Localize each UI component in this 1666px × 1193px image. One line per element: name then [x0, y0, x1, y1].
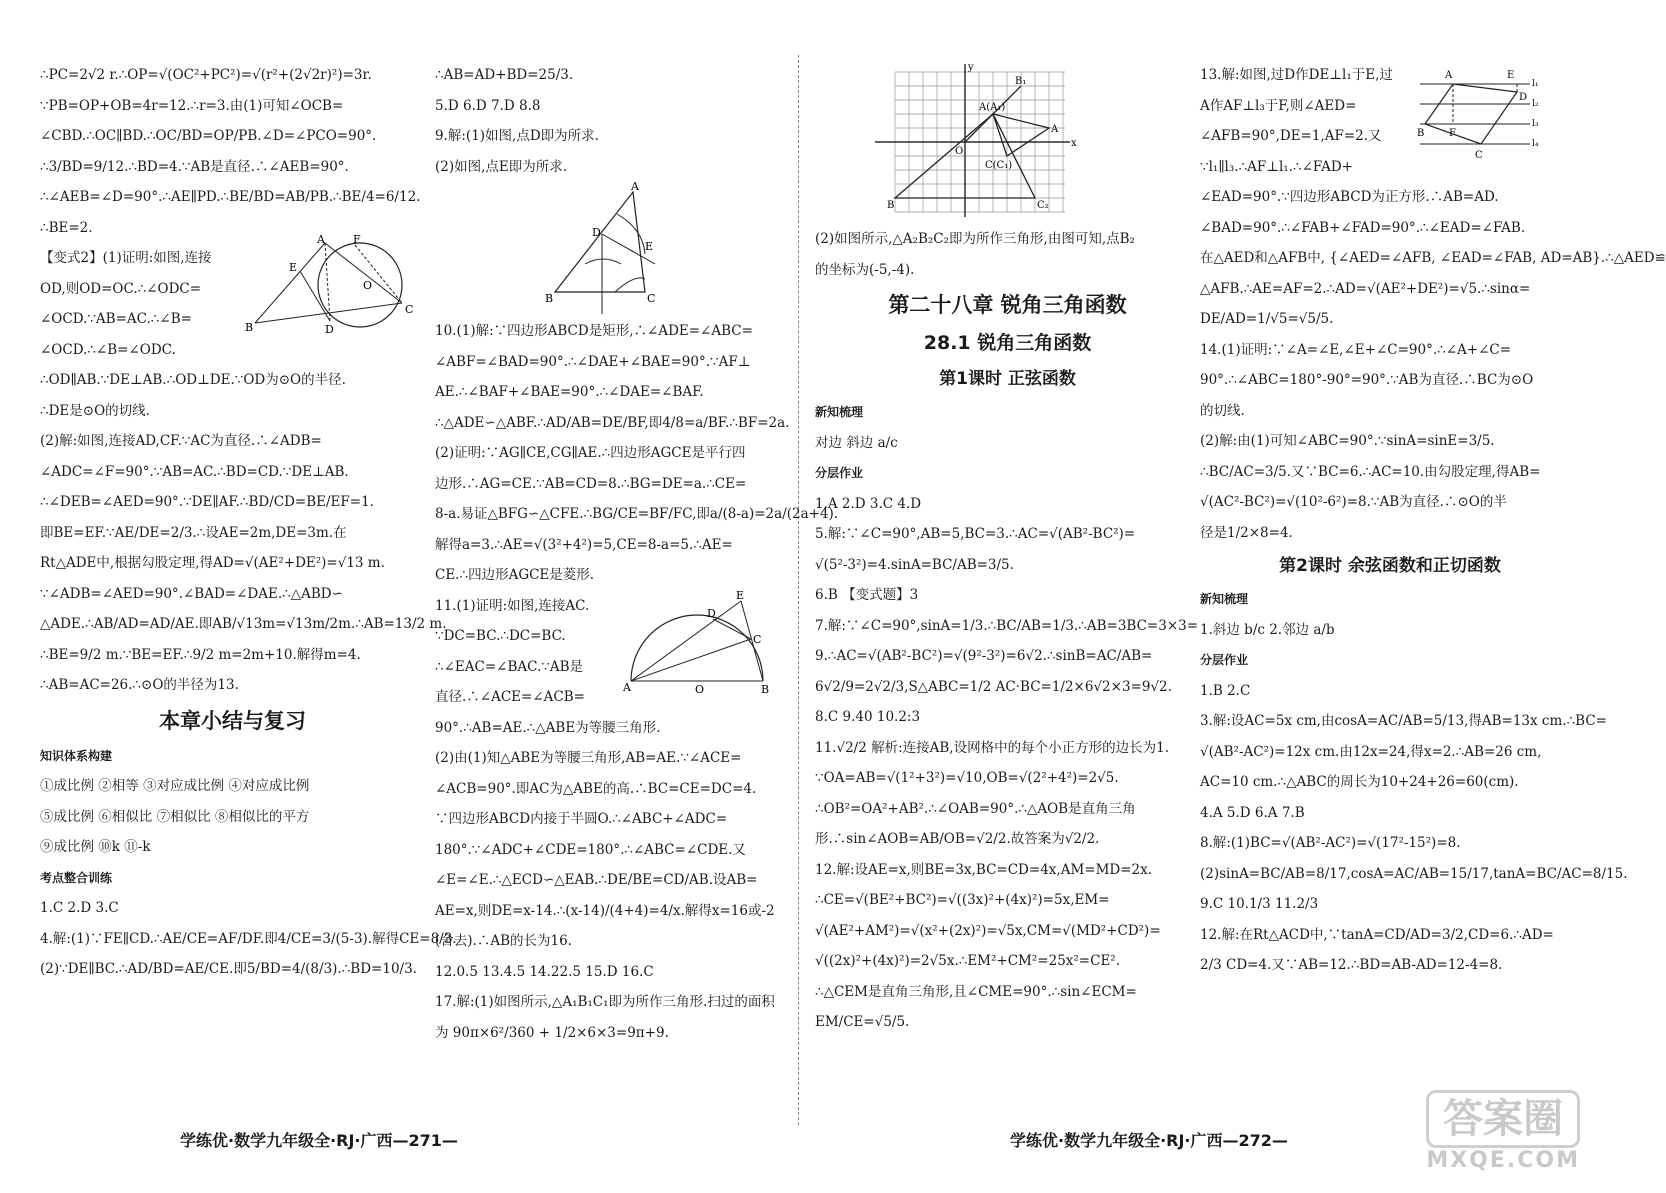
text-line: ∴CE=√(BE²+BC²)=√((3x)²+(4x)²)=5x,EM= — [815, 892, 1110, 908]
text-line: 12.0.5 13.4.5 14.22.5 15.D 16.C — [435, 963, 654, 980]
text-line: 1.B 2.C — [1200, 682, 1251, 699]
label-C-C1: C(C₁) — [985, 160, 1013, 171]
label-E: E — [1507, 70, 1515, 81]
text-line: 9.C 10.1/3 11.2/3 — [1200, 896, 1319, 912]
text-line: ∴∠DEB=∠AED=90°.∵DE∥AF.∴BD/CD=BE/EF=1. — [40, 494, 374, 510]
text-line: 9.解:(1)如图,点D即为所求. — [435, 128, 599, 144]
text-line: 边形.∴AG=CE.∵AB=CD=8.∴BG=DE=a.∴CE= — [435, 475, 747, 492]
coordinate-grid-figure — [865, 62, 1245, 222]
page-footer-left: 学练优·数学九年级全·RJ·广西—271— — [180, 1131, 458, 1150]
text-line: 8.C 9.40 10.2:3 — [815, 709, 921, 725]
text-line: 90°.∴∠ABC=180°-90°=90°.∵AB为直径.∴BC为⊙O — [1200, 372, 1534, 388]
text-line: AE=x,则DE=x-14.∴(x-14)/(4+4)=4/x.解得x=16或-2 — [435, 902, 775, 919]
label-C: C — [1475, 150, 1483, 161]
text-line: ∵PB=OP+OB=4r=12.∴r=3.由(1)可知∠OCB= — [40, 97, 344, 114]
text-line: √((2x)²+(4x)²)=2√5x.∴EM²+CM²=25x²=CE². — [815, 953, 1121, 969]
section-title-chapter-summary: 本章小结与复习 — [159, 708, 306, 733]
label-O: O — [363, 279, 373, 292]
label-l1: l₁ — [1532, 79, 1539, 89]
problem-13-block — [1200, 60, 1580, 182]
text-line: 在△AED和△AFB中, {∠AED=∠AFB, ∠EAD=∠FAB, AD=AB}.∴△AED≌ — [1200, 250, 1666, 266]
text-line: CE.∴四边形AGCE是菱形. — [435, 567, 595, 583]
text-line: √(AE²+AM²)=√(x²+(2x)²)=√5x,CM=√(MD²+CD²)= — [815, 922, 1161, 939]
text-line: ∠OCD.∵AB=AC.∴∠B= — [40, 311, 192, 327]
label-l3: l₃ — [1532, 119, 1539, 129]
text-line: ∠CBD.∴OC∥BD.∴OC/BD=OP/PB.∠D=∠PCO=90°. — [40, 128, 377, 144]
text-line: AC=10 cm.∴△ABC的周长为10+24+26=60(cm). — [1200, 774, 1519, 790]
text-line: 即BE=EF.∵AE/DE=2/3.∴设AE=2m,DE=3m.在 — [40, 524, 347, 541]
text-line: 9.∴AC=√(AB²-BC²)=√(9²-3²)=6√2.∴sinB=AC/AB= — [815, 648, 1153, 664]
text-line: 1.C 2.D 3.C — [40, 900, 119, 916]
text-line: 直径.∴∠ACE=∠ACB= — [435, 689, 585, 705]
label-B: B — [887, 200, 895, 211]
label-A: A — [1445, 70, 1453, 81]
text-line: ∴△CEM是直角三角形,且∠CME=90°.∴sin∠ECM= — [815, 983, 1137, 1000]
text-line: 90°.∴AB=AE.∴△ABE为等腰三角形. — [435, 719, 661, 736]
chapter-title: 第二十八章 锐角三角函数 — [888, 293, 1127, 317]
text-line: 解得a=3.∴AE=√(3²+4²)=5,CE=8-a=5.∴AE= — [435, 536, 733, 553]
triangle-construction-figure — [435, 180, 795, 314]
subsection-label: 考点整合训练 — [40, 870, 113, 885]
label-O: O — [955, 146, 964, 157]
text-line: ∴OB²=OA²+AB².∴∠OAB=90°.∴△AOB是直角三角 — [815, 800, 1136, 817]
text-line: ⑤成比例 ⑥相似比 ⑦相似比 ⑧相似比的平方 — [40, 808, 310, 825]
text-line: (2)如图,点E即为所求. — [435, 158, 568, 175]
text-line: 4.A 5.D 6.A 7.B — [1200, 804, 1305, 821]
label-B1: B₁ — [1015, 76, 1027, 87]
label-F: F — [1449, 128, 1456, 139]
text-line: 6.B 【变式题】3 — [815, 587, 919, 603]
label-A: A — [631, 180, 639, 193]
label-l2: l₂ — [1532, 99, 1539, 109]
text-line: ∠E=∠E.∴△ECD∽△EAB.∴DE/BE=CD/AB.设AB= — [435, 872, 758, 888]
lesson-title: 第2课时 余弦函数和正切函数 — [1279, 556, 1501, 576]
label-D: D — [592, 226, 601, 239]
text-line: 为 90π×6²/360 + 1/2×6×3=9π+9. — [435, 1024, 669, 1041]
text-line: 11.√2/2 解析:连接AB,设网格中的每个小正方形的边长为1. — [815, 739, 1169, 756]
text-line: (2)解:如图,连接AD,CF.∵AC为直径.∴∠ADB= — [40, 433, 322, 449]
text-line: 13.解:如图,过D作DE⊥l₁于E,过 — [1200, 67, 1393, 83]
text-line: ∠BAD=90°.∴∠FAB+∠FAD=90°.∴∠EAD=∠FAB. — [1200, 219, 1526, 236]
text-line: ∴DE是⊙O的切线. — [40, 402, 150, 419]
text-line: ∠AFB=90°,DE=1,AF=2.又 — [1200, 128, 1382, 144]
problem-11-block — [435, 588, 815, 713]
label-D: D — [1519, 92, 1528, 103]
text-line: 5.解:∵∠C=90°,AB=5,BC=3.∴AC=√(AB²-BC²)= — [815, 526, 1136, 542]
text-line: OD,则OD=OC.∴∠ODC= — [40, 280, 202, 297]
text-line: ∴3/BD=9/12.∴BD=4.∵AB是直径.∴∠AEB=90°. — [40, 158, 349, 175]
text-line: △AFB.∴AE=AF=2.∴AD=√(AE²+DE²)=√5.∴sinα= — [1200, 280, 1531, 297]
text-line: 180°.∵∠ADC+∠CDE=180°.∴∠ABC=∠CDE.又 — [435, 841, 746, 858]
text-line: ∴△ADE∽△ABF.∴AD/AB=DE/BF,即4/8=a/BF.∴BF=2a. — [435, 414, 790, 431]
column-2 — [435, 60, 839, 1048]
text-line: √(5²-3²)=4.sinA=BC/AB=3/5. — [815, 556, 1014, 573]
text-line: 8.解:(1)BC=√(AB²-AC²)=√(17²-15²)=8. — [1200, 835, 1461, 851]
text-line: (2)由(1)知△ABE为等腰三角形,AB=AE.∵∠ACE= — [435, 750, 742, 766]
watermark-logo-text: 答案圈 — [1426, 1090, 1580, 1148]
text-line: (2)∵DE∥BC.∴AD/BD=AE/CE.即5/BD=4/(8/3).∴BD=10/3. — [40, 961, 417, 977]
label-y: y — [968, 62, 974, 73]
text-line: ∠OCD.∴∠B=∠ODC. — [40, 341, 176, 358]
text-line: 7.解:∵∠C=90°,sinA=1/3.∴BC/AB=1/3.∴AB=3BC=3×3= — [815, 617, 1199, 634]
text-line: ∴OD∥AB.∵DE⊥AB.∴OD⊥DE.∵OD为⊙O的半径. — [40, 372, 346, 388]
column-3 — [815, 60, 1200, 1038]
text-line: (2)如图所示,△A₂B₂C₂即为所作三角形,由图可知,点B₂ — [815, 231, 1135, 247]
text-line: 1.斜边 b/c 2.邻边 a/b — [1200, 621, 1335, 638]
semicircle-figure — [623, 588, 773, 696]
text-line: 12.解:设AE=x,则BE=3x,BC=CD=4x,AM=MD=2x. — [815, 861, 1153, 878]
text-line: 的切线. — [1200, 402, 1245, 419]
text-line: ∠ADC=∠F=90°.∵AB=AC.∴BD=CD.∵DE⊥AB. — [40, 463, 349, 480]
subsection-label: 分层作业 — [1200, 653, 1249, 667]
text-line: ∴AB=AD+BD=25/3. — [435, 67, 574, 83]
text-line: (舍去).∴AB的长为16. — [435, 933, 572, 949]
text-line: (2)sinA=BC/AB=8/17,cosA=AC/AB=15/17,tanA=BC/AC=8/15. — [1200, 865, 1628, 882]
page-footer-right: 学练优·数学九年级全·RJ·广西—272— — [1010, 1131, 1288, 1150]
label-E: E — [289, 261, 298, 274]
section-title: 28.1 锐角三角函数 — [923, 332, 1092, 354]
text-line: ∵l₁∥l₃.∴AF⊥l₁.∴∠FAD+ — [1200, 158, 1353, 175]
label-O: O — [695, 682, 705, 696]
subsection-label: 新知梳理 — [1200, 592, 1249, 606]
text-line: 11.(1)证明:如图,连接AC. — [435, 597, 590, 614]
text-line: √(AC²-BC²)=√(10²-6²)=8.∵AB为直径.∴⊙O的半 — [1200, 494, 1507, 510]
text-line: 8-a.易证△BFG∽△CFE.∴BG/CE=BF/FC,即a/(8-a)=2a/(2a+4). — [435, 506, 839, 522]
text-line: ∠ABF=∠BAD=90°.∴∠DAE+∠BAE=90°.∵AF⊥ — [435, 353, 751, 370]
subsection-label: 分层作业 — [815, 466, 864, 480]
text-line: 10.(1)解:∵四边形ABCD是矩形,∴∠ADE=∠ABC= — [435, 323, 753, 339]
text-line: A作AF⊥l₃于F,则∠AED= — [1200, 97, 1357, 114]
label-A-A1: A(A₁) — [979, 102, 1006, 113]
label-E: E — [736, 588, 745, 602]
label-D: D — [707, 606, 716, 620]
label-E: E — [645, 240, 654, 253]
parallel-lines-square-figure — [1415, 64, 1545, 164]
text-line: ∵四边形ABCD内接于半圆O.∴∠ABC+∠ADC= — [435, 811, 728, 827]
text-line: DE/AD=1/√5=√5/5. — [1200, 311, 1334, 327]
text-line: 对边 斜边 a/c — [815, 434, 898, 451]
label-D: D — [325, 323, 334, 336]
text-line: ∵DC=BC.∴DC=BC. — [435, 628, 566, 644]
text-line: ∵∠ADB=∠AED=90°.∠BAD=∠DAE.∴△ABD∽ — [40, 585, 343, 602]
text-line: ∴∠AEB=∠D=90°.∴AE∥PD.∴BE/BD=AB/PB.∴BE/4=6/12. — [40, 189, 421, 205]
label-C: C — [647, 292, 656, 305]
variant2-block — [40, 233, 425, 365]
text-line: 5.D 6.D 7.D 8.8 — [435, 97, 541, 114]
text-line: 1.A 2.D 3.C 4.D — [815, 495, 922, 512]
text-line: 径是1/2×8=4. — [1200, 524, 1293, 541]
text-line: ∠EAD=90°.∵四边形ABCD为正方形.∴AB=AD. — [1200, 189, 1499, 205]
text-line: 3.解:设AC=5x cm,由cosA=AC/AB=5/13,得AB=13x cm.∴BC= — [1200, 713, 1607, 729]
text-line: 的坐标为(-5,-4). — [815, 261, 915, 278]
label-C2: C₂ — [1037, 200, 1049, 211]
label-A: A — [317, 233, 325, 246]
text-line: ∴AB=AC=26.∴⊙O的半径为13. — [40, 677, 239, 693]
text-line: AE.∴∠BAF+∠BAE=90°.∴∠DAE=∠BAF. — [435, 384, 704, 400]
watermark — [1426, 1090, 1580, 1173]
circle-tangent-figure — [245, 233, 420, 338]
subsection-label: 新知梳理 — [815, 405, 864, 419]
lesson-title: 第1课时 正弦函数 — [939, 369, 1076, 389]
label-x: x — [1071, 138, 1077, 149]
column-4 — [1200, 60, 1666, 981]
label-B: B — [545, 292, 554, 305]
text-line: 形.∴sin∠AOB=AB/OB=√2/2.故答案为√2/2. — [815, 831, 1100, 847]
column-1 — [40, 60, 457, 985]
text-line: 2/3 CD=4.又∵AB=12.∴BD=AB-AD=12-4=8. — [1200, 957, 1503, 973]
text-line: 【变式2】(1)证明:如图,连接 — [40, 250, 212, 266]
text-line: 17.解:(1)如图所示,△A₁B₁C₁即为所作三角形.扫过的面积 — [435, 994, 775, 1010]
text-line: ∴BE=9/2 m.∵BE=EF.∴9/2 m=2m+10.解得m=4. — [40, 646, 361, 663]
text-line: 14.(1)证明:∵∠A=∠E,∠E+∠C=90°.∴∠A+∠C= — [1200, 341, 1512, 358]
label-B: B — [245, 321, 254, 334]
text-line: 4.解:(1)∵FE∥CD.∴AE/CE=AF/DF.即4/CE=3/(5-3).解得CE=8/3. — [40, 930, 457, 947]
label-F: F — [353, 233, 361, 246]
label-C: C — [753, 632, 762, 646]
text-line: EM/CE=√5/5. — [815, 1014, 910, 1030]
text-line: √(AB²-AC²)=12x cm.由12x=24,得x=2.∴AB=26 cm, — [1200, 743, 1542, 760]
label-B: B — [1417, 128, 1425, 139]
text-line: ∵OA=AB=√(1²+3²)=√10,OB=√(2²+4²)=2√5. — [815, 770, 1119, 786]
label-A: A — [623, 680, 631, 694]
text-line: ∴∠EAC=∠BAC.∵AB是 — [435, 658, 584, 675]
text-line: (2)证明:∵AG∥CE,CG∥AE.∴四边形AGCE是平行四 — [435, 445, 746, 461]
text-line: △ADE.∴AB/AD=AD/AE.即AB/√13m=√13m/2m.∴AB=13/2 m. — [40, 616, 447, 632]
text-line: ∴BE=2. — [40, 219, 93, 236]
text-line: 12.解:在Rt△ACD中,∵tanA=CD/AD=3/2,CD=6.∴AD= — [1200, 926, 1554, 943]
text-line: 6√2/9=2√2/3,S△ABC=1/2 AC·BC=1/2×6√2×3=9√2. — [815, 678, 1172, 695]
watermark-url: MXQE.COM — [1426, 1148, 1580, 1173]
label-l4: l₄ — [1532, 139, 1539, 149]
label-C: C — [405, 303, 414, 316]
text-line: ∴PC=2√2 r.∴OP=√(OC²+PC²)=√(r²+(2√2r)²)=3r. — [40, 67, 372, 83]
text-line: ∠ACB=90°.即AC为△ABE的高.∴BC=CE=DC=4. — [435, 780, 757, 797]
subsection-label: 知识体系构建 — [40, 748, 113, 763]
label-A: A — [1051, 124, 1059, 135]
text-line: ①成比例 ②相等 ③对应成比例 ④对应成比例 — [40, 778, 310, 794]
text-line: Rt△ADE中,根据勾股定理,得AD=√(AE²+DE²)=√13 m. — [40, 555, 385, 571]
text-line: ⑨成比例 ⑩k ⑪-k — [40, 839, 151, 855]
text-line: (2)解:由(1)可知∠ABC=90°.∵sinA=sinE=3/5. — [1200, 433, 1495, 449]
label-B: B — [761, 682, 770, 696]
text-line: ∴BC/AC=3/5.又∵BC=6.∴AC=10.由勾股定理,得AB= — [1200, 463, 1541, 480]
